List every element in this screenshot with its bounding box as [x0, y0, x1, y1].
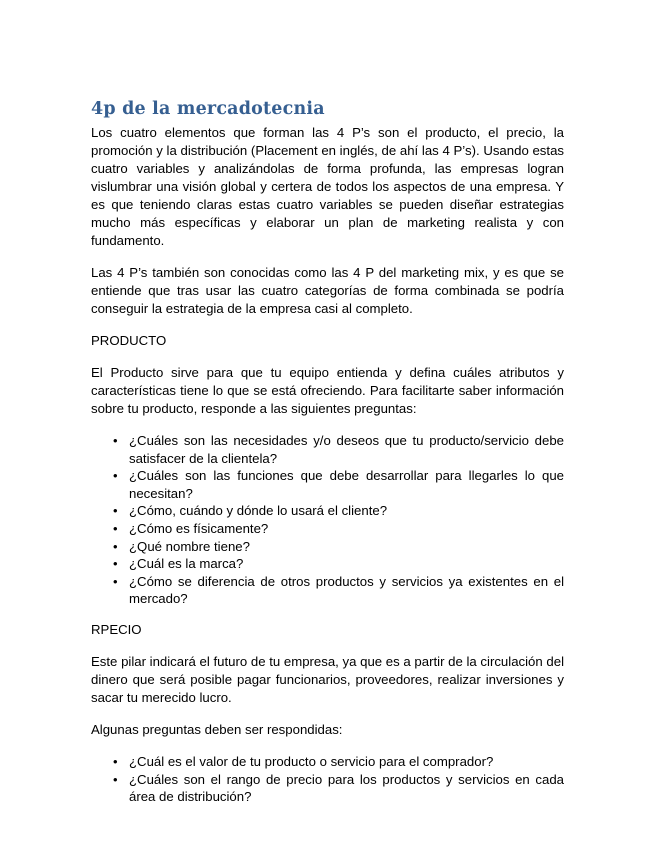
bullet-icon: •: [113, 556, 118, 572]
precio-question-list: [91, 753, 564, 806]
bullet-icon: •: [113, 771, 118, 787]
producto-paragraph: El Producto sirve para que tu equipo entienda y defina cuáles atributos y características tiene lo que se está ofreciendo. Para facilitarte saber información sobre tu producto, responde a las siguientes preguntas:: [91, 365, 564, 416]
bullet-icon: •: [113, 433, 118, 448]
list-item: [91, 538, 564, 556]
section-label-precio: RPECIO: [91, 621, 142, 637]
list-item-text: ¿Cuál es el valor de tu producto o servicio para el comprador?: [129, 753, 494, 769]
list-item: [91, 573, 564, 608]
precio-paragraph: Este pilar indicará el futuro de tu empresa, ya que es a partir de la circulación del dinero que será posible pagar funcionarios, proveedores, realizar inversiones y sacar tu merecido lucro.: [91, 653, 564, 705]
list-item: [91, 555, 564, 573]
bullet-icon: •: [113, 538, 118, 554]
list-item-text: ¿Cómo es físicamente?: [129, 520, 269, 536]
list-item: [91, 502, 564, 520]
list-item-text: ¿Cómo, cuándo y dónde lo usará el cliente?: [129, 503, 388, 519]
list-item: [91, 771, 564, 806]
document-title: 4p de la mercadotecnia: [91, 99, 325, 119]
bullet-icon: •: [113, 503, 118, 519]
bullet-icon: •: [113, 753, 118, 769]
precio-sub-paragraph: Algunas preguntas deben ser respondidas:: [91, 721, 343, 737]
list-item: [91, 753, 564, 771]
list-item-text: ¿Cuáles son las funciones que debe desarrollar para llegarles lo que necesitan?: [129, 468, 564, 501]
bullet-icon: •: [113, 573, 118, 589]
intro-paragraph-1: Los cuatro elementos que forman las 4 P’s son el producto, el precio, la promoción y la distribución (Placement en inglés, de ahí las 4 P’s). Usando estas cuatro variables y analizándolas de forma profunda, las empresas logran vislumbrar una visión global y certera de todos los aspectos de una empresa. Y es que teniendo claras estas cuatro variables se pueden diseñar estrategias mucho más específicas y elaborar un plan de marketing realista y con fundamento.: [91, 125, 564, 248]
bullet-icon: •: [113, 520, 118, 536]
list-item: [91, 432, 564, 467]
list-item: [91, 520, 564, 538]
list-item-text: ¿Cuáles son el rango de precio para los productos y servicios en cada área de distribución?: [129, 771, 564, 805]
list-item-text: ¿Qué nombre tiene?: [129, 538, 250, 554]
list-item-text: ¿Cuáles son las necesidades y/o deseos que tu producto/servicio debe satisfacer de la clientela?: [129, 433, 564, 466]
intro-paragraph-2: Las 4 P’s también son conocidas como las 4 P del marketing mix, y es que se entiende que tras usar las cuatro categorías de forma combinada se podría conseguir la estrategia de la empresa casi al completo.: [91, 265, 564, 316]
bullet-icon: •: [113, 468, 118, 484]
producto-question-list: [91, 432, 564, 608]
list-item-text: ¿Cuál es la marca?: [129, 556, 244, 572]
list-item: [91, 467, 564, 502]
section-label-producto: PRODUCTO: [91, 333, 167, 348]
list-item-text: ¿Cómo se diferencia de otros productos y servicios ya existentes en el mercado?: [129, 573, 564, 607]
document-page: [91, 98, 564, 819]
